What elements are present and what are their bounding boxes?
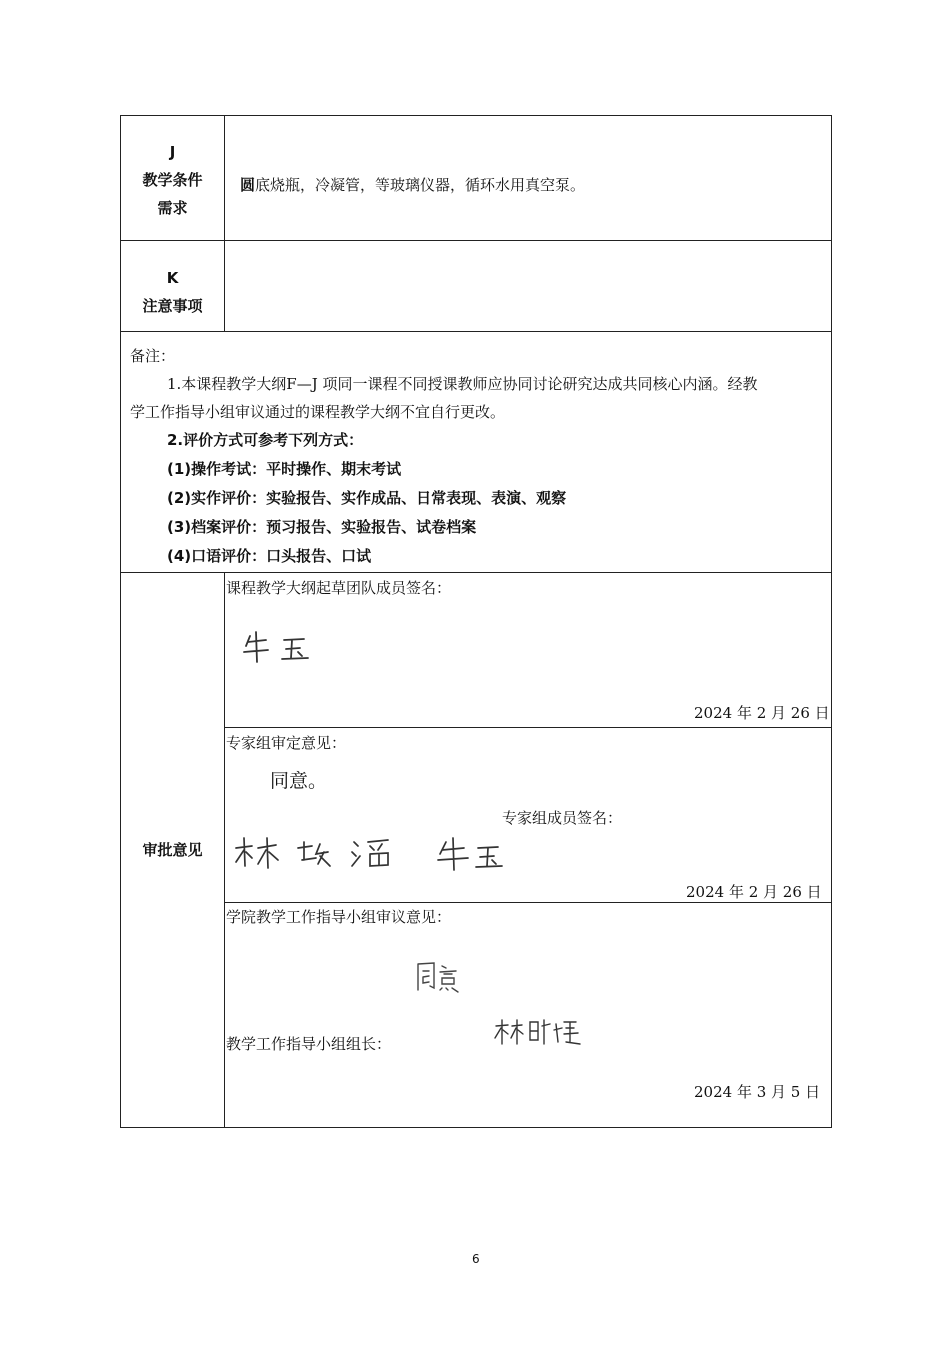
section-j-letter: J: [169, 143, 176, 161]
college-leader-label: 教学工作指导小组组长：: [226, 1035, 392, 1053]
approval-label: 审批意见: [142, 841, 203, 859]
section-j-header: [121, 138, 224, 222]
college-leader-signature: [492, 1016, 582, 1048]
notes-label: 备注：: [130, 347, 176, 365]
expert-signatures: [232, 834, 512, 874]
section-k-letter: K: [166, 269, 179, 287]
college-date: 2024 年 3 月 5 日: [694, 1083, 821, 1101]
college-opinion-image: [412, 958, 472, 996]
notes-item-2: (2)实作评价：实验报告、实作成品、日常表现、表演、观察: [167, 489, 567, 507]
notes-line1: 1.本课程教学大纲F—J 项同一课程不同授课教师应协同讨论研究达成共同核心内涵。经教: [167, 375, 758, 393]
notes-item-1: (1)操作考试：平时操作、期末考试: [167, 460, 402, 478]
drafting-signature-image: [240, 628, 320, 668]
section-j-content: [240, 174, 585, 195]
notes-line1-continued: 学工作指导小组审议通过的课程教学大纲不宜自行更改。: [130, 403, 506, 421]
section-j-title-line1: 教学条件: [142, 171, 203, 189]
expert-opinion: 同意。: [270, 770, 328, 792]
section-j-content-rest: 底烧瓶，冷凝管，等玻璃仪器，循环水用真空泵。: [255, 176, 586, 194]
column-divider-top: [224, 115, 225, 331]
notes-item-3: (3)档案评价：预习报告、实验报告、试卷档案: [167, 518, 477, 536]
section-j-title-line2: 需求: [157, 199, 188, 217]
college-opinion-handwritten: [412, 958, 472, 996]
table-top-border: [120, 115, 832, 116]
section-k-title: 注意事项: [142, 297, 203, 315]
notes-line2: 2.评价方式可参考下列方式：: [167, 431, 364, 449]
column-divider-approval: [224, 572, 225, 1127]
expert-date: 2024 年 2 月 26 日: [686, 883, 822, 901]
section-k-header: [121, 264, 224, 320]
expert-signatures-image: [232, 834, 512, 874]
row-divider-notes-approval: [120, 572, 832, 573]
row-divider-j-k: [120, 240, 832, 241]
drafting-signature: [240, 628, 320, 668]
table-right-border: [831, 115, 832, 1127]
row-divider-expert-college: [224, 902, 832, 903]
row-divider-drafting-expert: [224, 727, 832, 728]
notes-item-4: (4)口语评价：口头报告、口试: [167, 547, 372, 565]
page-number: 6: [472, 1252, 480, 1266]
drafting-date: 2024 年 2 月 26 日: [694, 704, 830, 722]
college-leader-signature-image: [492, 1016, 582, 1048]
college-label: 学院教学工作指导小组审议意见：: [226, 908, 452, 926]
drafting-label: 课程教学大纲起草团队成员签名：: [226, 579, 452, 597]
expert-members-label: 专家组成员签名：: [502, 809, 623, 827]
expert-label: 专家组审定意见：: [226, 734, 347, 752]
table-bottom-border: [120, 1127, 832, 1128]
section-j-content-first-char: 圆: [240, 176, 256, 194]
row-divider-k-notes: [120, 331, 832, 332]
